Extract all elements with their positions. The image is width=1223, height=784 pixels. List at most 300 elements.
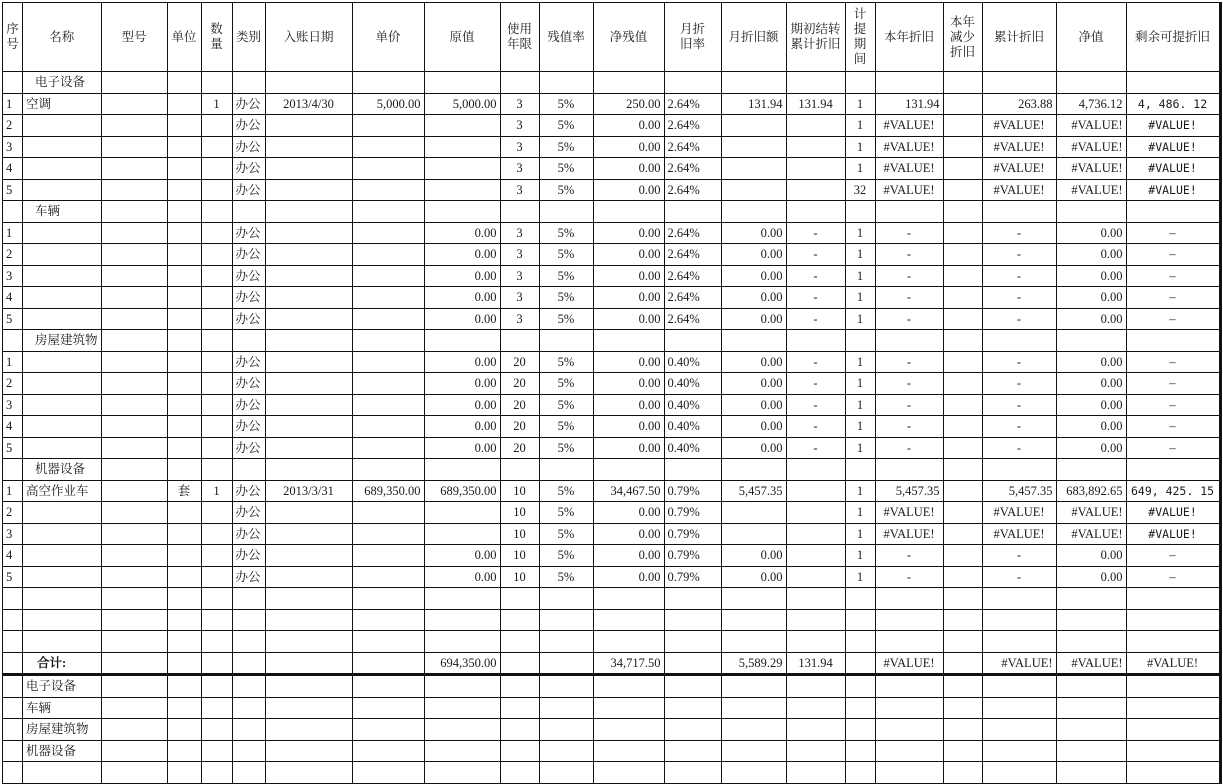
cell-opening[interactable] bbox=[786, 158, 845, 180]
cell-mamt[interactable]: 0.00 bbox=[721, 416, 786, 438]
summary-accum[interactable] bbox=[982, 719, 1056, 741]
summary-yeardec[interactable] bbox=[943, 675, 982, 698]
cell-mamt[interactable]: 0.00 bbox=[721, 265, 786, 287]
cell-net[interactable]: 4,736.12 bbox=[1056, 93, 1126, 115]
summary-life[interactable] bbox=[500, 762, 539, 784]
summary-resid[interactable] bbox=[593, 675, 664, 698]
cell-rate[interactable]: 5% bbox=[539, 244, 593, 266]
cell-opening[interactable]: - bbox=[786, 244, 845, 266]
summary-seq[interactable] bbox=[3, 740, 23, 762]
cell-rate[interactable] bbox=[539, 459, 593, 481]
cell-opening[interactable]: - bbox=[786, 308, 845, 330]
cell-net[interactable]: 683,892.65 bbox=[1056, 480, 1126, 502]
cell-qty[interactable]: 1 bbox=[201, 93, 232, 115]
cell-periods[interactable] bbox=[845, 201, 875, 223]
summary-year[interactable] bbox=[875, 697, 943, 719]
cell-unit[interactable] bbox=[167, 631, 201, 653]
cell-opening[interactable] bbox=[786, 330, 845, 352]
cell-net[interactable]: 0.00 bbox=[1056, 394, 1126, 416]
cell-unit[interactable] bbox=[167, 179, 201, 201]
summary-model[interactable] bbox=[101, 719, 167, 741]
cell-life[interactable] bbox=[500, 459, 539, 481]
cell-model[interactable] bbox=[101, 459, 167, 481]
cell-year[interactable]: - bbox=[875, 265, 943, 287]
cell-date[interactable] bbox=[265, 373, 352, 395]
cell-name[interactable] bbox=[23, 287, 102, 309]
cell-mamt[interactable] bbox=[721, 201, 786, 223]
cell-year[interactable]: - bbox=[875, 308, 943, 330]
cell-mamt[interactable]: 0.00 bbox=[721, 545, 786, 567]
summary-orig[interactable] bbox=[424, 762, 500, 784]
cell-remain[interactable]: #VALUE! bbox=[1126, 136, 1220, 158]
cell-mamt[interactable] bbox=[721, 158, 786, 180]
cell-rate[interactable] bbox=[539, 588, 593, 610]
cell-date[interactable] bbox=[265, 287, 352, 309]
summary-date[interactable] bbox=[265, 740, 352, 762]
cell-opening[interactable] bbox=[786, 545, 845, 567]
cell-rate[interactable]: 5% bbox=[539, 523, 593, 545]
summary-mrate[interactable] bbox=[664, 719, 721, 741]
cell-unit[interactable] bbox=[167, 373, 201, 395]
cell-resid[interactable]: 0.00 bbox=[593, 287, 664, 309]
cell-periods[interactable]: 1 bbox=[845, 566, 875, 588]
cell-type[interactable]: 办公 bbox=[232, 480, 265, 502]
cell-remain[interactable]: – bbox=[1126, 244, 1220, 266]
cell-rate[interactable]: 5% bbox=[539, 437, 593, 459]
cell-resid[interactable]: 0.00 bbox=[593, 244, 664, 266]
cell-net[interactable]: #VALUE! bbox=[1056, 115, 1126, 137]
cell-accum[interactable]: - bbox=[982, 351, 1056, 373]
cell-net[interactable] bbox=[1056, 459, 1126, 481]
cell-name[interactable] bbox=[23, 566, 102, 588]
cell-type[interactable]: 办公 bbox=[232, 545, 265, 567]
cell-unit[interactable] bbox=[167, 523, 201, 545]
cell-remain[interactable]: – bbox=[1126, 545, 1220, 567]
summary-qty[interactable] bbox=[201, 762, 232, 784]
cell-rate[interactable]: 5% bbox=[539, 287, 593, 309]
cell-opening[interactable]: 131.94 bbox=[786, 93, 845, 115]
cell-opening[interactable]: - bbox=[786, 222, 845, 244]
cell-price[interactable] bbox=[352, 330, 424, 352]
summary-remain[interactable] bbox=[1126, 675, 1220, 698]
cell-mrate[interactable]: 0.79% bbox=[664, 502, 721, 524]
cell-rate[interactable]: 5% bbox=[539, 502, 593, 524]
cell-qty[interactable] bbox=[201, 287, 232, 309]
cell-model[interactable] bbox=[101, 631, 167, 653]
cell-mamt[interactable] bbox=[721, 115, 786, 137]
cell-seq[interactable]: 3 bbox=[3, 136, 23, 158]
cell-orig[interactable]: 0.00 bbox=[424, 416, 500, 438]
cell-qty[interactable] bbox=[201, 545, 232, 567]
cell-qty[interactable] bbox=[201, 373, 232, 395]
cell-name[interactable] bbox=[23, 351, 102, 373]
total-type[interactable] bbox=[232, 652, 265, 675]
cell-model[interactable] bbox=[101, 287, 167, 309]
cell-periods[interactable]: 1 bbox=[845, 136, 875, 158]
summary-mamt[interactable] bbox=[721, 762, 786, 784]
cell-yeardec[interactable] bbox=[943, 545, 982, 567]
cell-type[interactable]: 办公 bbox=[232, 179, 265, 201]
cell-unit[interactable] bbox=[167, 459, 201, 481]
cell-net[interactable]: 0.00 bbox=[1056, 437, 1126, 459]
cell-resid[interactable]: 0.00 bbox=[593, 545, 664, 567]
cell-model[interactable] bbox=[101, 244, 167, 266]
cell-name[interactable]: 车辆 bbox=[23, 201, 102, 223]
cell-mamt[interactable]: 0.00 bbox=[721, 566, 786, 588]
cell-life[interactable]: 3 bbox=[500, 158, 539, 180]
cell-date[interactable] bbox=[265, 394, 352, 416]
summary-remain[interactable] bbox=[1126, 719, 1220, 741]
cell-name[interactable]: 电子设备 bbox=[23, 72, 102, 94]
cell-net[interactable] bbox=[1056, 72, 1126, 94]
cell-mamt[interactable]: 0.00 bbox=[721, 351, 786, 373]
cell-rate[interactable]: 5% bbox=[539, 394, 593, 416]
cell-mrate[interactable]: 2.64% bbox=[664, 93, 721, 115]
cell-year[interactable]: - bbox=[875, 222, 943, 244]
cell-qty[interactable] bbox=[201, 566, 232, 588]
cell-year[interactable] bbox=[875, 588, 943, 610]
cell-resid[interactable]: 0.00 bbox=[593, 158, 664, 180]
cell-type[interactable]: 办公 bbox=[232, 523, 265, 545]
cell-mrate[interactable]: 2.64% bbox=[664, 115, 721, 137]
cell-remain[interactable]: – bbox=[1126, 373, 1220, 395]
cell-periods[interactable] bbox=[845, 631, 875, 653]
cell-unit[interactable] bbox=[167, 265, 201, 287]
cell-yeardec[interactable] bbox=[943, 136, 982, 158]
cell-life[interactable]: 10 bbox=[500, 502, 539, 524]
cell-name[interactable] bbox=[23, 308, 102, 330]
cell-orig[interactable]: 0.00 bbox=[424, 222, 500, 244]
cell-yeardec[interactable] bbox=[943, 244, 982, 266]
cell-year[interactable]: - bbox=[875, 287, 943, 309]
cell-remain[interactable]: #VALUE! bbox=[1126, 523, 1220, 545]
cell-yeardec[interactable] bbox=[943, 265, 982, 287]
total-year[interactable]: #VALUE! bbox=[875, 652, 943, 675]
cell-net[interactable]: 0.00 bbox=[1056, 351, 1126, 373]
cell-mamt[interactable] bbox=[721, 179, 786, 201]
cell-remain[interactable]: – bbox=[1126, 416, 1220, 438]
cell-year[interactable]: #VALUE! bbox=[875, 179, 943, 201]
summary-model[interactable] bbox=[101, 762, 167, 784]
summary-mamt[interactable] bbox=[721, 719, 786, 741]
cell-mrate[interactable]: 0.40% bbox=[664, 373, 721, 395]
summary-year[interactable] bbox=[875, 719, 943, 741]
cell-life[interactable]: 20 bbox=[500, 373, 539, 395]
summary-mamt[interactable] bbox=[721, 675, 786, 698]
summary-rate[interactable] bbox=[539, 719, 593, 741]
cell-unit[interactable] bbox=[167, 244, 201, 266]
cell-mrate[interactable]: 2.64% bbox=[664, 287, 721, 309]
summary-date[interactable] bbox=[265, 675, 352, 698]
summary-opening[interactable] bbox=[786, 762, 845, 784]
summary-seq[interactable] bbox=[3, 675, 23, 698]
cell-orig[interactable] bbox=[424, 330, 500, 352]
cell-opening[interactable]: - bbox=[786, 416, 845, 438]
cell-mrate[interactable]: 0.40% bbox=[664, 437, 721, 459]
cell-model[interactable] bbox=[101, 545, 167, 567]
cell-price[interactable] bbox=[352, 72, 424, 94]
cell-accum[interactable] bbox=[982, 459, 1056, 481]
summary-life[interactable] bbox=[500, 740, 539, 762]
cell-type[interactable]: 办公 bbox=[232, 566, 265, 588]
cell-rate[interactable] bbox=[539, 631, 593, 653]
cell-remain[interactable] bbox=[1126, 201, 1220, 223]
cell-model[interactable] bbox=[101, 222, 167, 244]
cell-type[interactable]: 办公 bbox=[232, 287, 265, 309]
cell-life[interactable]: 20 bbox=[500, 394, 539, 416]
cell-type[interactable] bbox=[232, 609, 265, 631]
cell-resid[interactable]: 0.00 bbox=[593, 523, 664, 545]
total-opening[interactable]: 131.94 bbox=[786, 652, 845, 675]
total-life[interactable] bbox=[500, 652, 539, 675]
summary-periods[interactable] bbox=[845, 697, 875, 719]
cell-mamt[interactable] bbox=[721, 330, 786, 352]
cell-model[interactable] bbox=[101, 566, 167, 588]
cell-life[interactable] bbox=[500, 609, 539, 631]
cell-rate[interactable]: 5% bbox=[539, 115, 593, 137]
cell-resid[interactable] bbox=[593, 459, 664, 481]
cell-accum[interactable]: - bbox=[982, 437, 1056, 459]
cell-rate[interactable]: 5% bbox=[539, 566, 593, 588]
summary-accum[interactable] bbox=[982, 675, 1056, 698]
cell-accum[interactable] bbox=[982, 201, 1056, 223]
cell-orig[interactable] bbox=[424, 72, 500, 94]
cell-remain[interactable]: – bbox=[1126, 566, 1220, 588]
cell-accum[interactable]: - bbox=[982, 287, 1056, 309]
cell-mamt[interactable] bbox=[721, 523, 786, 545]
summary-year[interactable] bbox=[875, 762, 943, 784]
cell-periods[interactable]: 1 bbox=[845, 265, 875, 287]
cell-accum[interactable]: - bbox=[982, 373, 1056, 395]
cell-name[interactable] bbox=[23, 265, 102, 287]
cell-mrate[interactable] bbox=[664, 609, 721, 631]
cell-date[interactable] bbox=[265, 115, 352, 137]
cell-orig[interactable] bbox=[424, 631, 500, 653]
cell-mrate[interactable]: 0.79% bbox=[664, 566, 721, 588]
cell-seq[interactable]: 1 bbox=[3, 222, 23, 244]
cell-remain[interactable]: 4, 486. 12 bbox=[1126, 93, 1220, 115]
summary-model[interactable] bbox=[101, 740, 167, 762]
cell-life[interactable]: 3 bbox=[500, 179, 539, 201]
cell-date[interactable] bbox=[265, 502, 352, 524]
cell-remain[interactable]: – bbox=[1126, 394, 1220, 416]
cell-price[interactable] bbox=[352, 308, 424, 330]
cell-seq[interactable]: 4 bbox=[3, 158, 23, 180]
cell-model[interactable] bbox=[101, 480, 167, 502]
cell-type[interactable]: 办公 bbox=[232, 158, 265, 180]
cell-rate[interactable]: 5% bbox=[539, 351, 593, 373]
total-date[interactable] bbox=[265, 652, 352, 675]
cell-seq[interactable] bbox=[3, 201, 23, 223]
cell-orig[interactable] bbox=[424, 588, 500, 610]
cell-qty[interactable] bbox=[201, 179, 232, 201]
cell-model[interactable] bbox=[101, 330, 167, 352]
cell-model[interactable] bbox=[101, 201, 167, 223]
cell-date[interactable] bbox=[265, 459, 352, 481]
summary-mamt[interactable] bbox=[721, 697, 786, 719]
cell-mamt[interactable] bbox=[721, 459, 786, 481]
summary-seq[interactable] bbox=[3, 719, 23, 741]
cell-model[interactable] bbox=[101, 502, 167, 524]
cell-price[interactable] bbox=[352, 373, 424, 395]
cell-date[interactable] bbox=[265, 566, 352, 588]
summary-unit[interactable] bbox=[167, 675, 201, 698]
cell-opening[interactable] bbox=[786, 523, 845, 545]
summary-mrate[interactable] bbox=[664, 697, 721, 719]
cell-yeardec[interactable] bbox=[943, 609, 982, 631]
cell-accum[interactable]: #VALUE! bbox=[982, 179, 1056, 201]
cell-rate[interactable]: 5% bbox=[539, 136, 593, 158]
cell-resid[interactable]: 0.00 bbox=[593, 308, 664, 330]
cell-model[interactable] bbox=[101, 437, 167, 459]
cell-price[interactable] bbox=[352, 265, 424, 287]
cell-rate[interactable] bbox=[539, 330, 593, 352]
cell-resid[interactable]: 0.00 bbox=[593, 115, 664, 137]
cell-periods[interactable]: 1 bbox=[845, 308, 875, 330]
summary-name[interactable]: 车辆 bbox=[23, 697, 102, 719]
summary-rate[interactable] bbox=[539, 697, 593, 719]
summary-net[interactable] bbox=[1056, 740, 1126, 762]
cell-type[interactable]: 办公 bbox=[232, 222, 265, 244]
cell-seq[interactable]: 3 bbox=[3, 523, 23, 545]
summary-seq[interactable] bbox=[3, 762, 23, 784]
cell-net[interactable]: 0.00 bbox=[1056, 308, 1126, 330]
cell-mrate[interactable] bbox=[664, 330, 721, 352]
summary-periods[interactable] bbox=[845, 675, 875, 698]
cell-mrate[interactable]: 2.64% bbox=[664, 136, 721, 158]
cell-year[interactable] bbox=[875, 459, 943, 481]
cell-year[interactable]: #VALUE! bbox=[875, 158, 943, 180]
cell-resid[interactable]: 250.00 bbox=[593, 93, 664, 115]
cell-type[interactable]: 办公 bbox=[232, 265, 265, 287]
cell-accum[interactable]: - bbox=[982, 416, 1056, 438]
cell-price[interactable]: 689,350.00 bbox=[352, 480, 424, 502]
total-seq[interactable] bbox=[3, 652, 23, 675]
cell-name[interactable] bbox=[23, 631, 102, 653]
cell-yeardec[interactable] bbox=[943, 222, 982, 244]
cell-unit[interactable] bbox=[167, 201, 201, 223]
cell-seq[interactable]: 2 bbox=[3, 373, 23, 395]
summary-year[interactable] bbox=[875, 740, 943, 762]
cell-opening[interactable]: - bbox=[786, 373, 845, 395]
cell-unit[interactable] bbox=[167, 136, 201, 158]
cell-rate[interactable]: 5% bbox=[539, 416, 593, 438]
cell-resid[interactable]: 0.00 bbox=[593, 351, 664, 373]
cell-price[interactable] bbox=[352, 566, 424, 588]
cell-accum[interactable]: - bbox=[982, 394, 1056, 416]
cell-resid[interactable] bbox=[593, 330, 664, 352]
summary-price[interactable] bbox=[352, 697, 424, 719]
summary-net[interactable] bbox=[1056, 762, 1126, 784]
cell-date[interactable] bbox=[265, 179, 352, 201]
cell-type[interactable]: 办公 bbox=[232, 244, 265, 266]
cell-opening[interactable] bbox=[786, 480, 845, 502]
cell-rate[interactable]: 5% bbox=[539, 480, 593, 502]
cell-periods[interactable]: 1 bbox=[845, 222, 875, 244]
cell-mrate[interactable] bbox=[664, 72, 721, 94]
summary-opening[interactable] bbox=[786, 719, 845, 741]
cell-unit[interactable] bbox=[167, 330, 201, 352]
cell-net[interactable]: 0.00 bbox=[1056, 287, 1126, 309]
cell-life[interactable]: 3 bbox=[500, 136, 539, 158]
cell-resid[interactable] bbox=[593, 201, 664, 223]
summary-life[interactable] bbox=[500, 719, 539, 741]
cell-rate[interactable]: 5% bbox=[539, 158, 593, 180]
summary-name[interactable]: 房屋建筑物 bbox=[23, 719, 102, 741]
cell-periods[interactable] bbox=[845, 459, 875, 481]
cell-type[interactable]: 办公 bbox=[232, 394, 265, 416]
cell-remain[interactable]: – bbox=[1126, 351, 1220, 373]
summary-opening[interactable] bbox=[786, 740, 845, 762]
cell-remain[interactable]: – bbox=[1126, 437, 1220, 459]
cell-resid[interactable] bbox=[593, 72, 664, 94]
cell-seq[interactable] bbox=[3, 330, 23, 352]
cell-resid[interactable]: 0.00 bbox=[593, 437, 664, 459]
cell-mamt[interactable] bbox=[721, 72, 786, 94]
cell-life[interactable]: 20 bbox=[500, 351, 539, 373]
cell-type[interactable]: 办公 bbox=[232, 373, 265, 395]
cell-seq[interactable]: 4 bbox=[3, 416, 23, 438]
cell-rate[interactable]: 5% bbox=[539, 179, 593, 201]
cell-yeardec[interactable] bbox=[943, 480, 982, 502]
cell-mamt[interactable]: 0.00 bbox=[721, 394, 786, 416]
cell-life[interactable]: 3 bbox=[500, 308, 539, 330]
cell-remain[interactable] bbox=[1126, 72, 1220, 94]
cell-orig[interactable]: 0.00 bbox=[424, 287, 500, 309]
cell-yeardec[interactable] bbox=[943, 373, 982, 395]
cell-date[interactable] bbox=[265, 416, 352, 438]
cell-seq[interactable]: 2 bbox=[3, 502, 23, 524]
cell-date[interactable]: 2013/4/30 bbox=[265, 93, 352, 115]
cell-life[interactable]: 20 bbox=[500, 437, 539, 459]
cell-net[interactable] bbox=[1056, 201, 1126, 223]
cell-yeardec[interactable] bbox=[943, 179, 982, 201]
cell-periods[interactable]: 1 bbox=[845, 158, 875, 180]
cell-price[interactable] bbox=[352, 287, 424, 309]
total-net[interactable]: #VALUE! bbox=[1056, 652, 1126, 675]
cell-accum[interactable] bbox=[982, 588, 1056, 610]
cell-seq[interactable]: 2 bbox=[3, 115, 23, 137]
summary-opening[interactable] bbox=[786, 675, 845, 698]
cell-price[interactable] bbox=[352, 502, 424, 524]
cell-unit[interactable] bbox=[167, 609, 201, 631]
cell-life[interactable] bbox=[500, 201, 539, 223]
summary-net[interactable] bbox=[1056, 719, 1126, 741]
cell-name[interactable] bbox=[23, 502, 102, 524]
cell-mrate[interactable] bbox=[664, 459, 721, 481]
cell-resid[interactable]: 0.00 bbox=[593, 566, 664, 588]
cell-date[interactable] bbox=[265, 308, 352, 330]
cell-resid[interactable] bbox=[593, 631, 664, 653]
cell-model[interactable] bbox=[101, 115, 167, 137]
cell-year[interactable] bbox=[875, 330, 943, 352]
cell-resid[interactable]: 0.00 bbox=[593, 394, 664, 416]
cell-rate[interactable]: 5% bbox=[539, 222, 593, 244]
summary-name[interactable]: 机器设备 bbox=[23, 740, 102, 762]
cell-seq[interactable] bbox=[3, 609, 23, 631]
cell-year[interactable]: - bbox=[875, 416, 943, 438]
cell-year[interactable]: #VALUE! bbox=[875, 136, 943, 158]
cell-type[interactable] bbox=[232, 330, 265, 352]
total-unit[interactable] bbox=[167, 652, 201, 675]
cell-year[interactable] bbox=[875, 72, 943, 94]
cell-accum[interactable]: #VALUE! bbox=[982, 502, 1056, 524]
cell-price[interactable] bbox=[352, 244, 424, 266]
cell-name[interactable]: 机器设备 bbox=[23, 459, 102, 481]
cell-yeardec[interactable] bbox=[943, 459, 982, 481]
summary-model[interactable] bbox=[101, 697, 167, 719]
cell-opening[interactable] bbox=[786, 115, 845, 137]
